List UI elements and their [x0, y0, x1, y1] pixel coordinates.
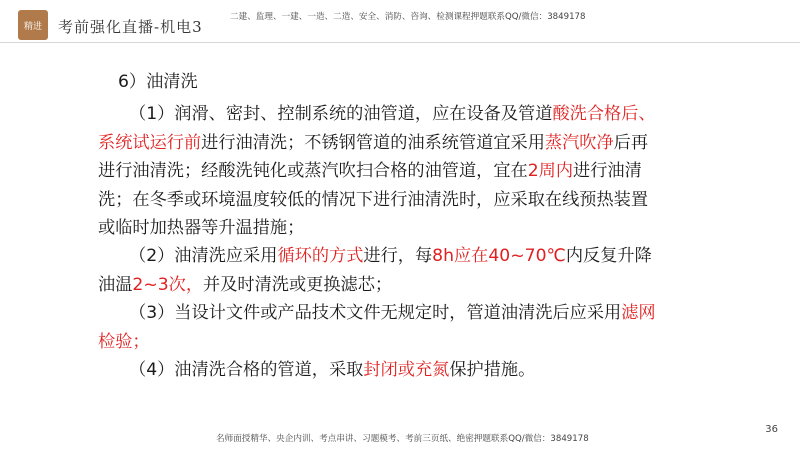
- brand-logo: 精进: [18, 10, 48, 40]
- bottom-contact-text: 名师面授精华、央企内训、考点串讲、习题模考、考前三页纸、绝密押题联系QQ/微信：3849178: [216, 434, 589, 444]
- body-text: 内反复升降油温: [98, 246, 652, 295]
- highlighted-text: 循环的方式: [277, 246, 364, 267]
- highlighted-text: 2周内: [527, 161, 574, 182]
- slide-content: [98, 68, 658, 384]
- highlighted-text: 8h应在40~70℃: [432, 246, 566, 267]
- body-text: 进行，每: [363, 246, 433, 267]
- course-title: 考前强化直播-机电3: [58, 18, 203, 36]
- body-text: （2）油清洗应采用: [129, 246, 278, 267]
- page-number: 36: [765, 424, 778, 435]
- body-text: （4）油清洗合格的管道，采取: [129, 360, 364, 381]
- body-text: 并及时清洗或更换滤芯；: [203, 274, 393, 295]
- body-text: 进行油清洗；不锈钢管道的油系统管道宜采用: [201, 132, 545, 153]
- body-text: 进行油清洗；在冬季或环境温度较低的情况下进行油清洗时，应采取在线预热装置或临时加热器等升温措施；: [98, 161, 649, 239]
- highlighted-text: 蒸汽吹净: [544, 132, 614, 153]
- paragraph-4: [98, 356, 658, 384]
- highlighted-text: 2~3次，: [132, 274, 204, 295]
- section-title: 6）油清洗: [118, 72, 198, 92]
- body-text: （1）润滑、密封、控制系统的油管道，应在设备及管道: [129, 104, 553, 125]
- body-text: （3）当设计文件或产品技术文件无规定时，管道油清洗后应采用: [129, 303, 622, 324]
- slide-header: [0, 0, 800, 44]
- highlighted-text: 酸洗合格后、系统试运行前: [98, 104, 656, 153]
- header-divider: [0, 42, 800, 43]
- top-contact-text: 二建、监理、一建、一造、二造、安全、消防、咨询、检测课程押题联系QQ/微信：3849178: [230, 12, 586, 22]
- paragraph-2: [98, 242, 658, 299]
- paragraph-3: [98, 299, 658, 356]
- highlighted-text: 封闭或充氮: [363, 360, 450, 381]
- highlighted-text: 滤网检验；: [98, 303, 656, 352]
- body-text: 后再进行油清洗；经酸洗钝化或蒸汽吹扫合格的油管道，宜在: [98, 132, 649, 182]
- body-text: 保护措施。: [449, 360, 536, 381]
- paragraph-1: [98, 100, 658, 242]
